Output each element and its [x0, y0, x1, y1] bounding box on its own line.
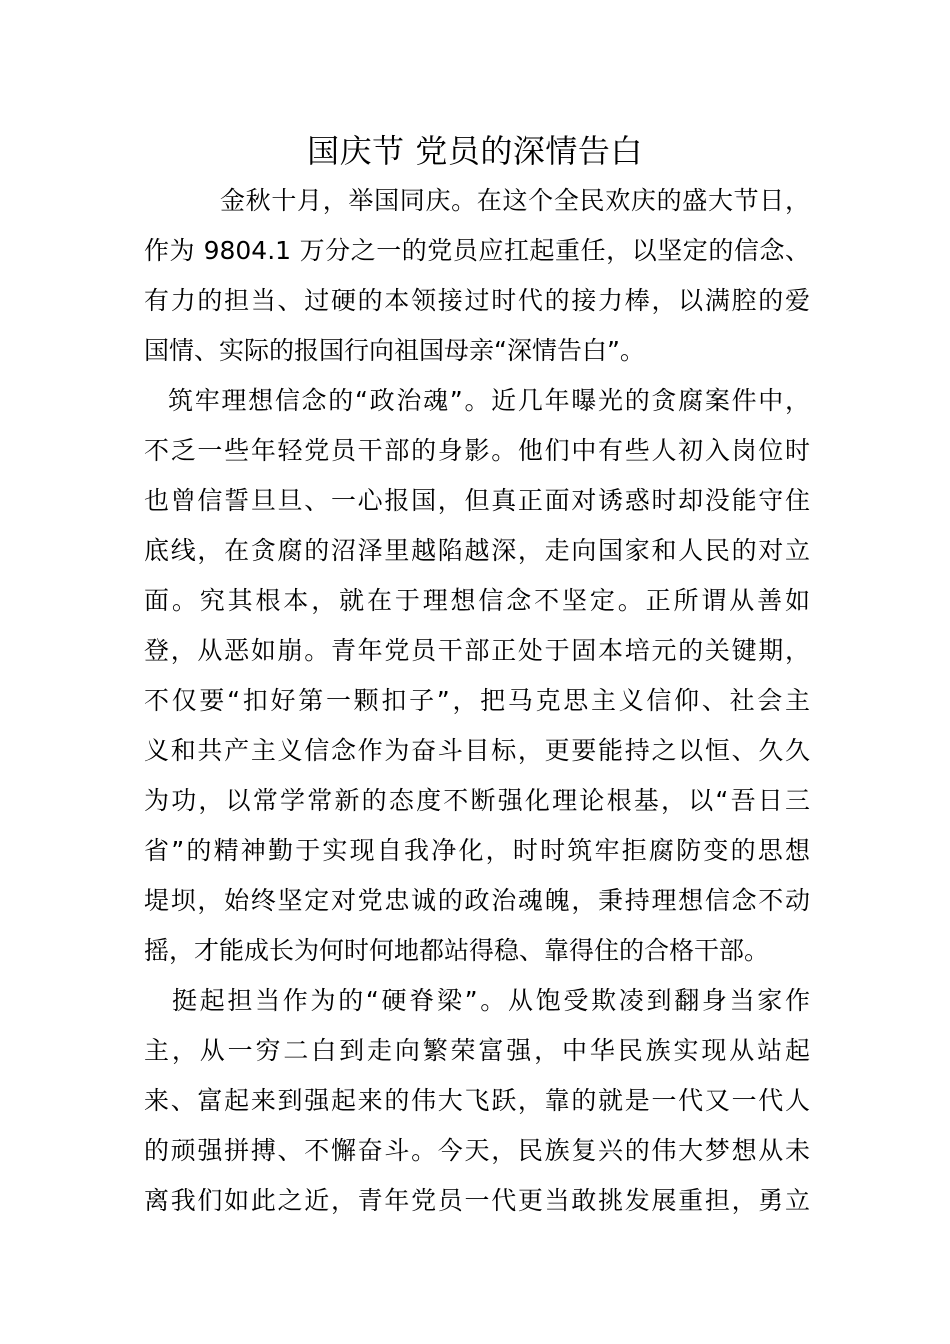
paragraph-3-line-4: 的顽强拼搏、不懈奋斗。今天，民族复兴的伟大梦想从未 [144, 1136, 810, 1165]
paragraph-2-line-12: 摇，才能成长为何时何地都站得稳、靠得住的合格干部。 [144, 936, 770, 965]
paragraph-1-line-1: 金秋十月，举国同庆。在这个全民欢庆的盛大节日， [220, 186, 810, 215]
paragraph-2-line-8: 义和共产主义信念作为奋斗目标，更要能持之以恒、久久 [144, 736, 810, 765]
paragraph-3-line-5: 离我们如此之近，青年党员一代更当敢挑发展重担，勇立 [144, 1186, 810, 1215]
paragraph-3-line-3: 来、富起来到强起来的伟大飞跃，靠的就是一代又一代人 [144, 1086, 810, 1115]
paragraph-1-line-2: 作为 9804.1 万分之一的党员应扛起重任，以坚定的信念、 [144, 236, 810, 265]
paragraph-2-line-1: 筑牢理想信念的“政治魂”。近几年曝光的贪腐案件中， [168, 386, 810, 415]
paragraph-1-line-3: 有力的担当、过硬的本领接过时代的接力棒，以满腔的爱 [144, 286, 810, 315]
paragraph-2-line-9: 为功，以常学常新的态度不断强化理论根基，以“吾日三 [144, 786, 810, 815]
paragraph-2-line-5: 面。究其根本，就在于理想信念不坚定。正所谓从善如 [144, 586, 810, 615]
paragraph-3-line-1: 挺起担当作为的“硬脊梁”。从饱受欺凌到翻身当家作 [172, 986, 810, 1015]
paragraph-1-line-4: 国情、实际的报国行向祖国母亲“深情告白”。 [144, 336, 645, 365]
paragraph-3-line-2: 主，从一穷二白到走向繁荣富强，中华民族实现从站起 [144, 1036, 810, 1065]
paragraph-2-line-6: 登，从恶如崩。青年党员干部正处于固本培元的关键期， [144, 636, 810, 665]
paragraph-2-line-3: 也曾信誓旦旦、一心报国，但真正面对诱惑时却没能守住 [144, 486, 810, 515]
paragraph-2-line-11: 堤坝，始终坚定对党忠诚的政治魂魄，秉持理想信念不动 [144, 886, 810, 915]
paragraph-2-line-7: 不仅要“扣好第一颗扣子”，把马克思主义信仰、社会主 [144, 686, 810, 715]
paragraph-2-line-4: 底线，在贪腐的沼泽里越陷越深，走向国家和人民的对立 [144, 536, 810, 565]
paragraph-2-line-2: 不乏一些年轻党员干部的身影。他们中有些人初入岗位时 [144, 436, 810, 465]
paragraph-2-line-10: 省”的精神勤于实现自我净化，时时筑牢拒腐防变的思想 [144, 836, 810, 865]
document-title: 国庆节 党员的深情告白 [307, 132, 643, 170]
